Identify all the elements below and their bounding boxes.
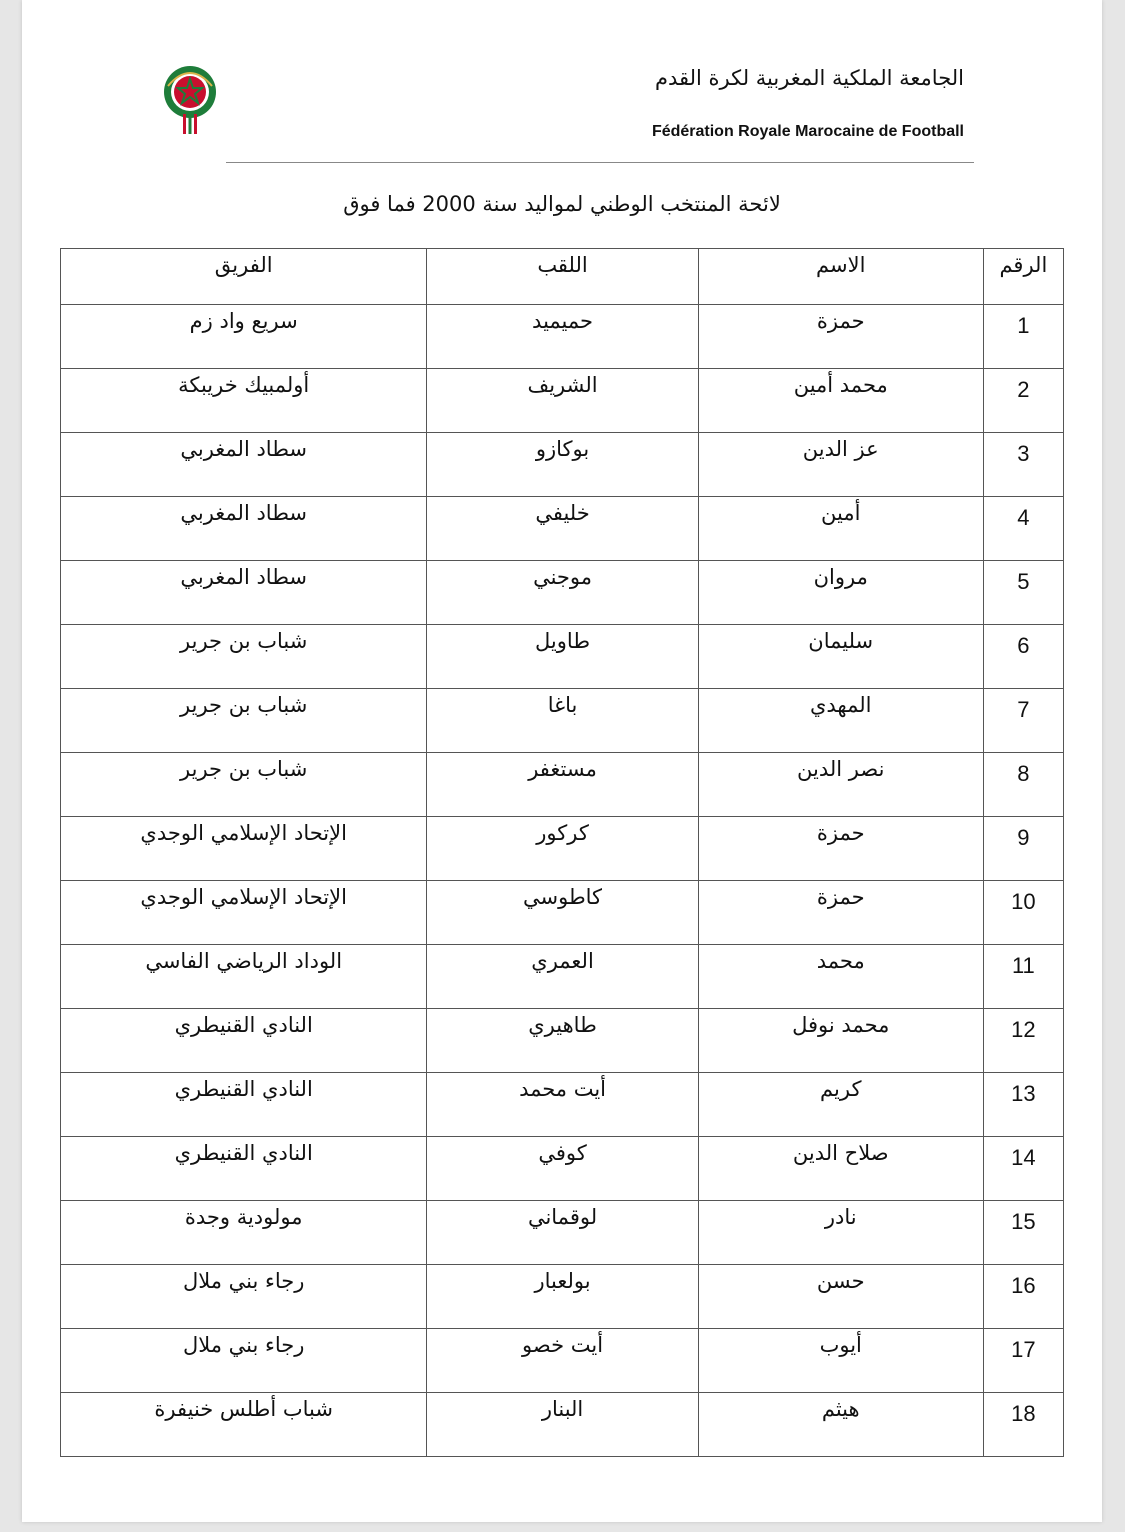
cell-name: نادر	[698, 1201, 983, 1265]
column-header-name: الاسم	[698, 249, 983, 305]
cell-name: أمين	[698, 497, 983, 561]
table-row	[61, 625, 1064, 689]
cell-team: رجاء بني ملال	[61, 1265, 427, 1329]
cell-surname: البنار	[427, 1393, 698, 1457]
cell-name: حمزة	[698, 817, 983, 881]
column-header-team: الفريق	[61, 249, 427, 305]
cell-number: 17	[983, 1329, 1063, 1393]
cell-surname: لوقماني	[427, 1201, 698, 1265]
cell-name: نصر الدين	[698, 753, 983, 817]
player-roster-table	[60, 248, 1064, 1457]
cell-surname: باغا	[427, 689, 698, 753]
column-header-surname: اللقب	[427, 249, 698, 305]
cell-name: مروان	[698, 561, 983, 625]
cell-surname: كركور	[427, 817, 698, 881]
table-row	[61, 497, 1064, 561]
org-name-french: Fédération Royale Marocaine de Football	[651, 123, 964, 140]
cell-surname: كوفي	[427, 1137, 698, 1201]
cell-name: حمزة	[698, 305, 983, 369]
table-row	[61, 945, 1064, 1009]
table-row	[61, 561, 1064, 625]
table-row	[61, 1265, 1064, 1329]
cell-team: الوداد الرياضي الفاسي	[61, 945, 427, 1009]
cell-surname: خليفي	[427, 497, 698, 561]
cell-team: الإتحاد الإسلامي الوجدي	[61, 817, 427, 881]
cell-surname: موجني	[427, 561, 698, 625]
table-row	[61, 817, 1064, 881]
table-row	[61, 1073, 1064, 1137]
cell-team: سطاد المغربي	[61, 561, 427, 625]
cell-number: 6	[983, 625, 1063, 689]
cell-number: 14	[983, 1137, 1063, 1201]
table-row	[61, 305, 1064, 369]
cell-number: 2	[983, 369, 1063, 433]
cell-number: 12	[983, 1009, 1063, 1073]
cell-surname: طاهيري	[427, 1009, 698, 1073]
cell-name: محمد أمين	[698, 369, 983, 433]
cell-name: محمد نوفل	[698, 1009, 983, 1073]
cell-team: شباب بن جرير	[61, 753, 427, 817]
table-row	[61, 1393, 1064, 1457]
cell-name: كريم	[698, 1073, 983, 1137]
cell-surname: مستغفر	[427, 753, 698, 817]
table-row	[61, 689, 1064, 753]
cell-team: شباب أطلس خنيفرة	[61, 1393, 427, 1457]
cell-number: 13	[983, 1073, 1063, 1137]
cell-team: سطاد المغربي	[61, 497, 427, 561]
table-body	[61, 305, 1064, 1457]
cell-number: 4	[983, 497, 1063, 561]
cell-surname: كاطوسي	[427, 881, 698, 945]
column-header-number: الرقم	[983, 249, 1063, 305]
table-row	[61, 433, 1064, 497]
cell-team: النادي القنيطري	[61, 1137, 427, 1201]
cell-name: المهدي	[698, 689, 983, 753]
cell-surname: حميميد	[427, 305, 698, 369]
cell-name: عز الدين	[698, 433, 983, 497]
org-name-arabic: الجامعة الملكية المغربية لكرة القدم	[654, 66, 964, 90]
cell-number: 3	[983, 433, 1063, 497]
cell-number: 8	[983, 753, 1063, 817]
cell-surname: الشريف	[427, 369, 698, 433]
cell-number: 1	[983, 305, 1063, 369]
cell-surname: أيت محمد	[427, 1073, 698, 1137]
cell-number: 10	[983, 881, 1063, 945]
cell-number: 15	[983, 1201, 1063, 1265]
table-row	[61, 369, 1064, 433]
cell-team: مولودية وجدة	[61, 1201, 427, 1265]
cell-team: أولمبيك خريبكة	[61, 369, 427, 433]
cell-name: أيوب	[698, 1329, 983, 1393]
cell-number: 7	[983, 689, 1063, 753]
cell-number: 9	[983, 817, 1063, 881]
cell-team: النادي القنيطري	[61, 1073, 427, 1137]
cell-name: سليمان	[698, 625, 983, 689]
cell-name: هيثم	[698, 1393, 983, 1457]
table-row	[61, 1329, 1064, 1393]
cell-team: شباب بن جرير	[61, 625, 427, 689]
cell-surname: أيت خصو	[427, 1329, 698, 1393]
cell-number: 11	[983, 945, 1063, 1009]
cell-number: 5	[983, 561, 1063, 625]
table-row	[61, 1137, 1064, 1201]
cell-team: رجاء بني ملال	[61, 1329, 427, 1393]
table-row	[61, 753, 1064, 817]
cell-surname: بولعبار	[427, 1265, 698, 1329]
cell-number: 18	[983, 1393, 1063, 1457]
table-row	[61, 1201, 1064, 1265]
table-row	[61, 1009, 1064, 1073]
document-page	[22, 0, 1102, 1522]
cell-name: محمد	[698, 945, 983, 1009]
frmf-crest-icon	[162, 64, 218, 136]
cell-number: 16	[983, 1265, 1063, 1329]
table-row	[61, 881, 1064, 945]
cell-surname: بوكازو	[427, 433, 698, 497]
cell-team: شباب بن جرير	[61, 689, 427, 753]
cell-team: سطاد المغربي	[61, 433, 427, 497]
cell-team: النادي القنيطري	[61, 1009, 427, 1073]
cell-surname: العمري	[427, 945, 698, 1009]
document-title: لائحة المنتخب الوطني لمواليد سنة 2000 فما فوق	[343, 192, 781, 216]
header-divider	[226, 162, 974, 163]
cell-name: حسن	[698, 1265, 983, 1329]
cell-team: سريع واد زم	[61, 305, 427, 369]
cell-surname: طاويل	[427, 625, 698, 689]
cell-team: الإتحاد الإسلامي الوجدي	[61, 881, 427, 945]
table-header-row	[61, 249, 1064, 305]
cell-name: صلاح الدين	[698, 1137, 983, 1201]
cell-name: حمزة	[698, 881, 983, 945]
